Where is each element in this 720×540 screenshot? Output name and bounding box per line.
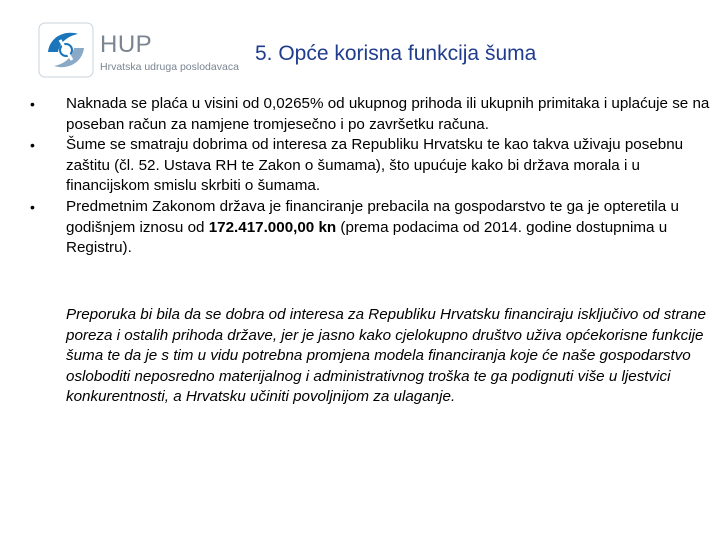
logo-name: HUP xyxy=(100,31,153,58)
bullet-icon: • xyxy=(30,96,35,112)
list-item xyxy=(30,94,712,135)
list-item xyxy=(30,197,712,259)
list-item xyxy=(30,135,712,197)
page-title: 5. Opće korisna funkcija šuma xyxy=(255,42,537,65)
recommendation-text: Preporuka bi bila da se dobra od interesa za Republiku Hrvatsku financiraju isključivo od strane poreza i ostalih prihoda države, jer je jasno kako cjelokupno društvo uživa općekorisne funkcije šuma te da je s tim u vidu potrebna promjena modela financiranja koje će naše gospodarstvo osloboditi neposredno materijalnog i administrativnog troška te ga podignuti više u ljestvici konkurentnosti, a Hrvatsku učiniti povoljnijom za ulaganje. xyxy=(66,306,706,406)
hup-logo-icon xyxy=(38,22,94,78)
hup-logo xyxy=(38,22,253,78)
logo-subtitle: Hrvatska udruga poslodavaca xyxy=(100,61,239,73)
bullet-list xyxy=(30,94,712,259)
bullet-text-after: (prema podacima od 2014. godine dostupnima u Registru). xyxy=(66,218,668,257)
bullet-icon: • xyxy=(30,198,35,215)
bullet-text-before: Predmetnim Zakonom država je financiranje prebacila na gospodarstvo te ga je opteretila u godišnjem iznosu od xyxy=(66,197,679,236)
bullet-icon: • xyxy=(30,137,35,154)
bullet-text: Naknada se plaća u visini od 0,0265% od ukupnog prihoda ili ukupnih primitaka i uplaćuje se na poseban račun za namjene tromjesečno i po završetku računa. xyxy=(66,95,710,133)
bullet-amount: 172.417.000,00 kn xyxy=(208,218,337,236)
bullet-text: Šume se smatraju dobrima od interesa za Republiku Hrvatsku te kao takva uživaju posebnu zaštitu (čl. 52. Ustava RH te Zakon o šumama), što upućuje kako bi država morala i u financijskom smislu skrbiti o šumama. xyxy=(66,136,684,195)
